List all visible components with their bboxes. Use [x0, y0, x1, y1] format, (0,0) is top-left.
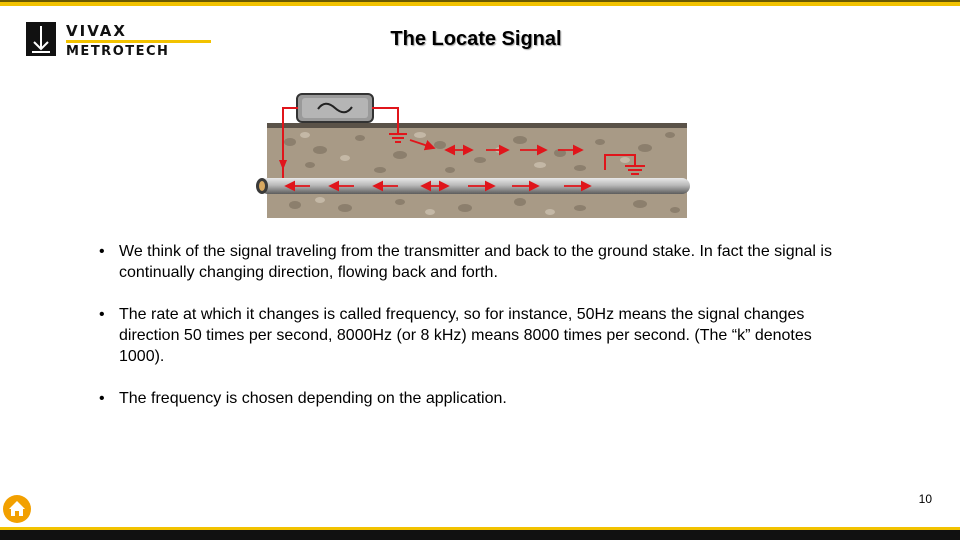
bullet-list	[95, 241, 855, 430]
bullet-item: • We think of the signal traveling from the transmitter and back to the ground stake. In fact the signal is continually changing direction, flowing back and forth.	[95, 241, 855, 283]
logo-text-vivax: VIVAX	[66, 22, 127, 40]
soil-section	[267, 123, 687, 218]
transmitter-box	[297, 94, 373, 122]
logo-text-metrotech: METROTECH	[66, 44, 170, 59]
locate-signal-diagram	[250, 90, 690, 220]
bullet-item: • The rate at which it changes is called frequency, so for instance, 50Hz means the signal changes direction 50 times per second, 8000Hz (or 8 kHz) means 8000 times per second. (The “k” denotes 1000).	[95, 304, 855, 367]
page-number: 10	[918, 492, 932, 506]
bullet-item: • The frequency is chosen depending on the application.	[95, 388, 855, 409]
top-edge-line	[0, 0, 960, 2]
slide-title: The Locate Signal	[390, 28, 562, 50]
bottom-bar	[0, 530, 960, 540]
home-icon[interactable]	[2, 494, 32, 524]
